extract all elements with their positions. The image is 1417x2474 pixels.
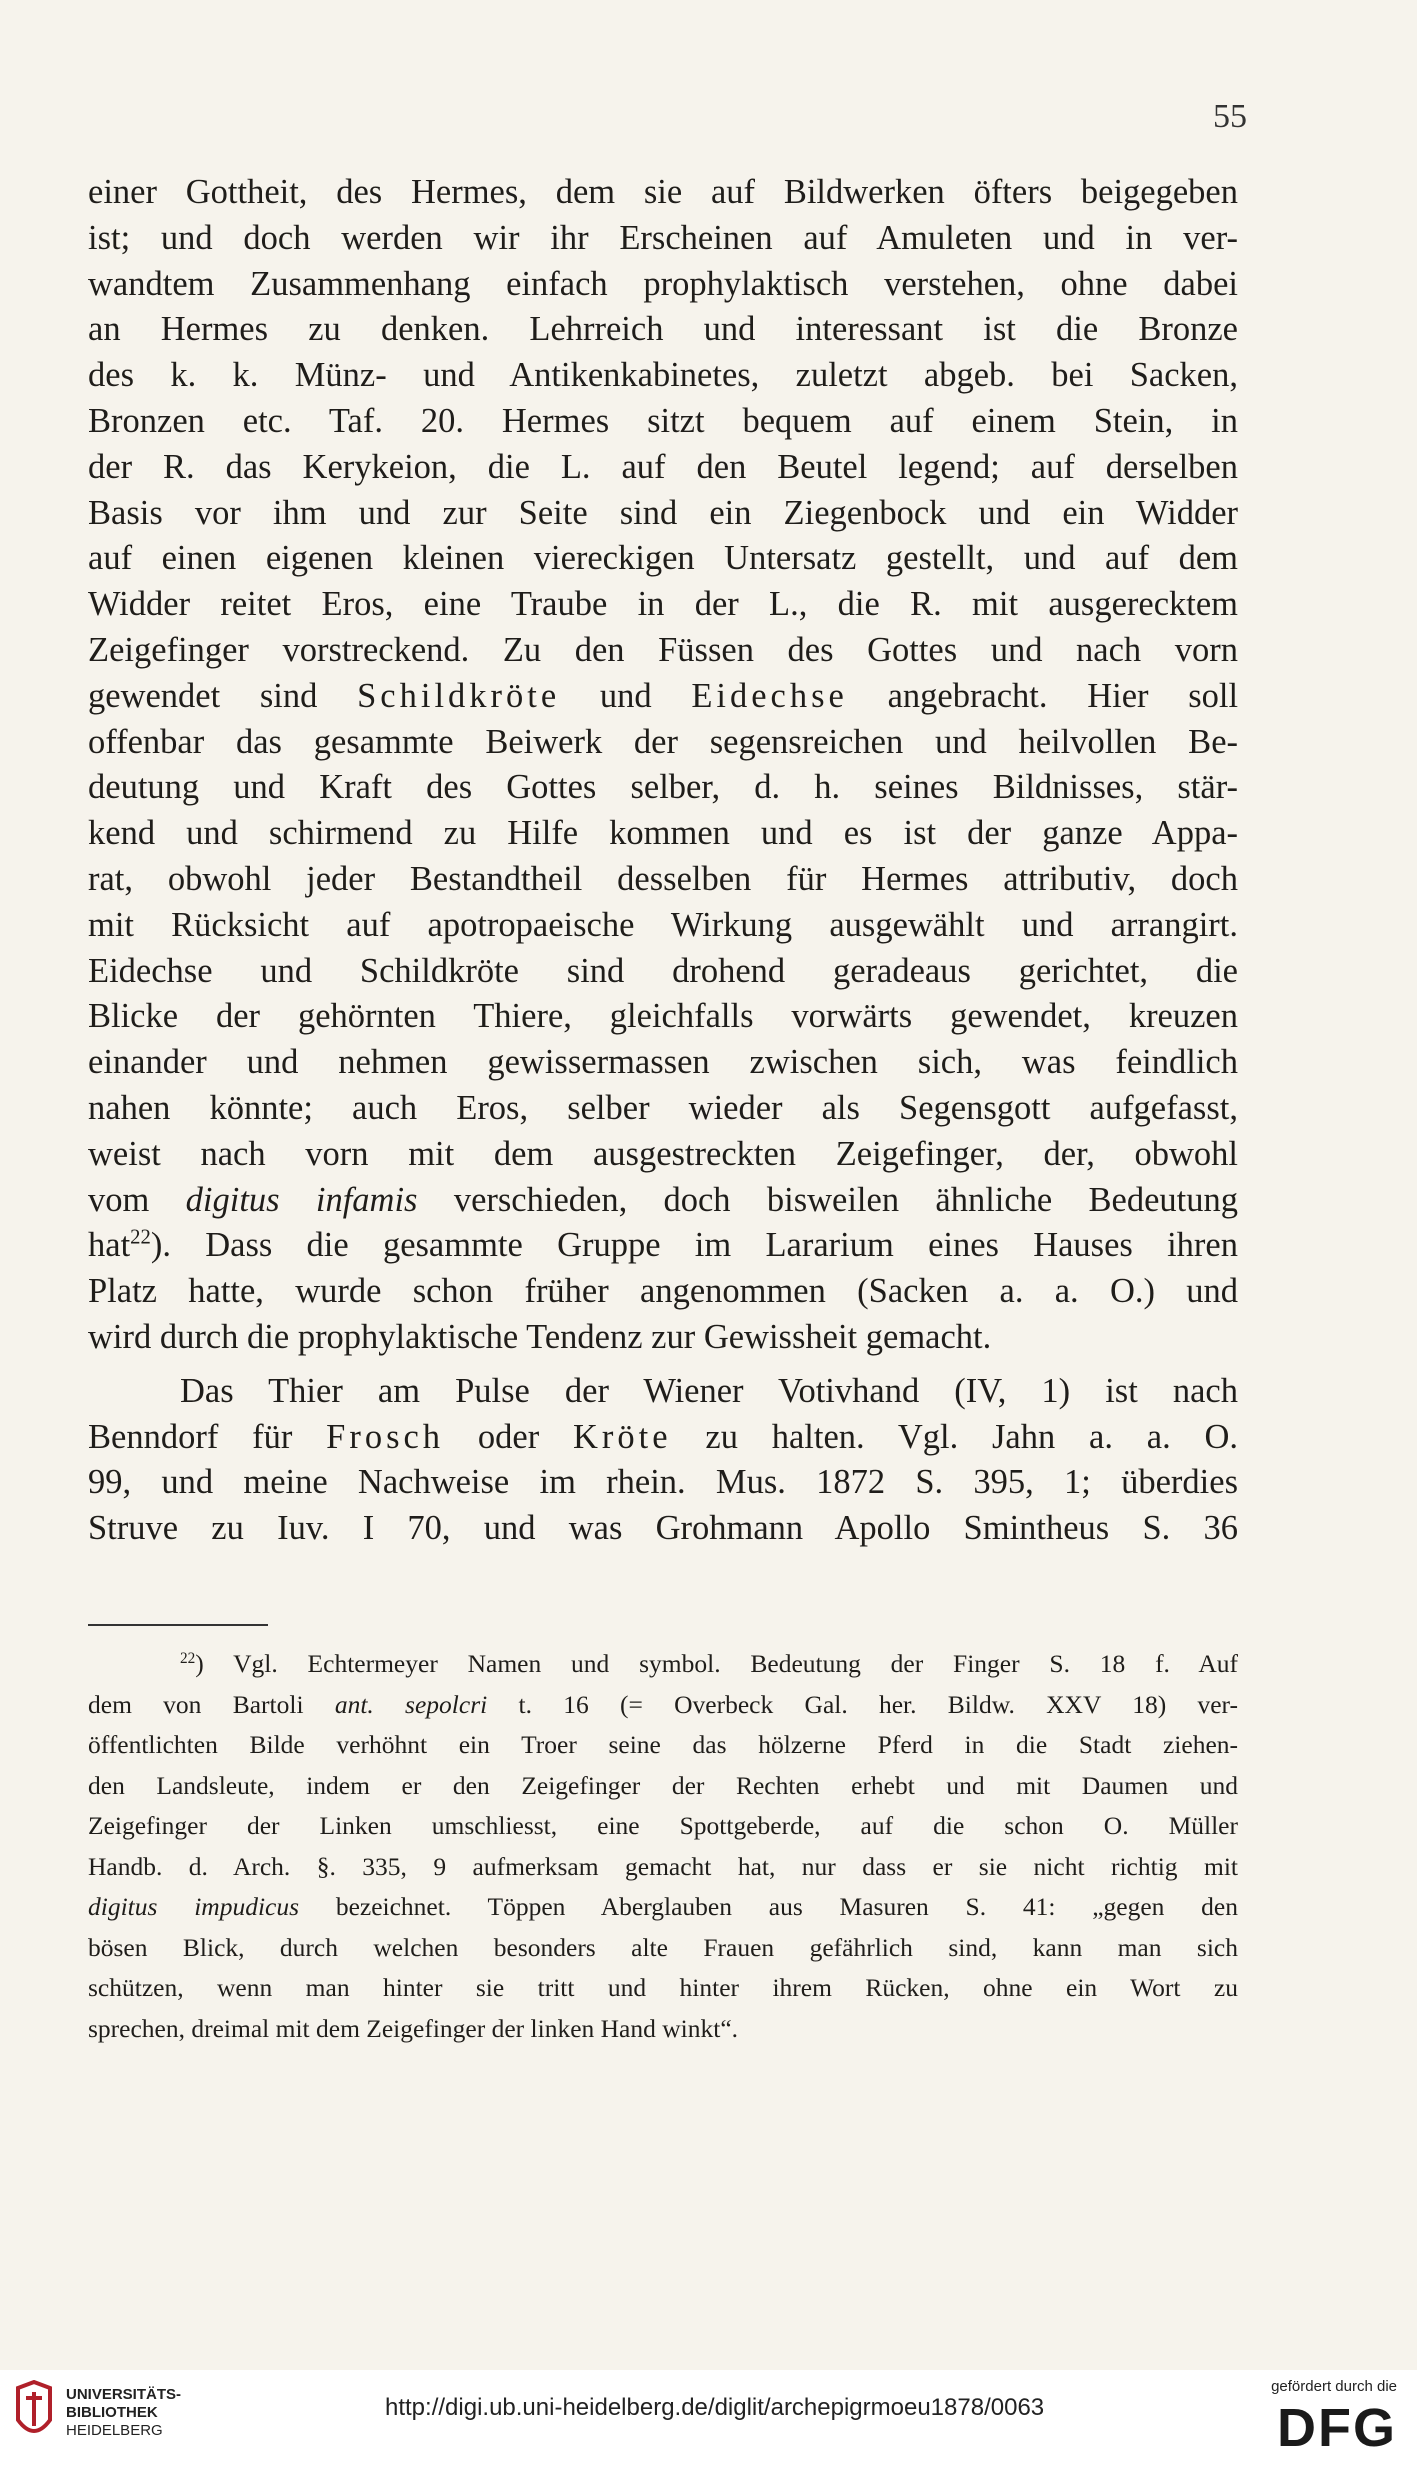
footnote-line: sprechen, dreimal mit dem Zeigefinger der linken Hand winkt“. (88, 2013, 739, 2043)
italic-term: ant. sepolcri (334, 1689, 488, 1719)
main-text (88, 170, 1238, 1552)
footnote-line: Zeigefinger der Linken umschliesst, eine Spottgeberde, auf die schon O. Müller (88, 1811, 1238, 1840)
footnote-line: schützen, wenn man hinter sie tritt und hinter ihrem Rücken, ohne ein Wort zu (88, 1973, 1238, 2002)
text-line: Blicke der gehörnten Thiere, gleichfalls vorwärts gewendet, kreuzen (88, 997, 1238, 1036)
text-line: der R. das Kerykeion, die L. auf den Beutel legend; auf derselben (88, 447, 1238, 486)
footnote-line: bösen Blick, durch welchen besonders alte Frauen gefährlich sind, kann man sich (88, 1932, 1238, 1962)
footnote-divider (88, 1624, 268, 1626)
footnote-reference[interactable]: 22 (130, 1226, 151, 1249)
text-line: wandtem Zusammenhang einfach prophylaktisch verstehen, ohne dabei (88, 264, 1238, 303)
funded-by-label: gefördert durch die (1271, 2378, 1397, 2395)
text-line: Widder reitet Eros, eine Traube in der L., die R. mit ausgerecktem (88, 585, 1238, 624)
text-line: Das Thier am Pulse der Wiener Votivhand (IV, 1) ist nach (180, 1371, 1238, 1410)
footnote-line (88, 1887, 1238, 1928)
text-line: offenbar das gesammte Beiwerk der segensreichen und heilvollen Be- (88, 722, 1238, 761)
text-run: und (599, 676, 652, 715)
text-line: an Hermes zu denken. Lehrreich und interessant ist die Bronze (88, 310, 1238, 349)
text-line (88, 1223, 1238, 1269)
text-run: oder (477, 1417, 540, 1456)
institution-name (66, 2386, 181, 2440)
text-line (88, 1178, 1238, 1224)
text-run: bezeichnet. Töppen Aberglauben aus Masuren S. 41: „gegen den (335, 1892, 1239, 1921)
text-line: weist nach vorn mit dem ausgestreckten Zeigefinger, der, obwohl (88, 1134, 1238, 1173)
text-line: Basis vor ihm und zur Seite sind ein Ziegenbock und ein Widder (88, 493, 1238, 532)
text-run: ) Vgl. Echtermeyer Namen und symbol. Bedeutung der Finger S. 18 f. Auf (195, 1649, 1238, 1678)
text-line: ist; und doch werden wir ihr Erscheinen auf Amuleten und in ver- (88, 218, 1238, 257)
footnote-22 (88, 1644, 1238, 2049)
permalink-url[interactable]: http://digi.ub.uni-heidelberg.de/diglit/archepigrmoeu1878/0063 (385, 2394, 1045, 2421)
paragraph-1 (88, 170, 1238, 1361)
footnote-line: öffentlichten Bilde verhöhnt ein Troer seine das hölzerne Pferd in die Stadt ziehen- (88, 1730, 1238, 1759)
institution-line: UNIVERSITÄTS- (66, 2386, 182, 2403)
paragraph-2 (88, 1369, 1238, 1552)
text-line (88, 674, 1238, 720)
spaced-term: Eidechse (691, 676, 848, 715)
institution-line: HEIDELBERG (66, 2422, 163, 2439)
footnote-line (88, 1685, 1238, 1726)
italic-term: digitus impudicus (88, 1892, 300, 1921)
spaced-term: Kröte (573, 1417, 672, 1456)
italic-term: digitus infamis (185, 1180, 418, 1219)
text-line: kend und schirmend zu Hilfe kommen und es ist der ganze Appa- (88, 814, 1238, 853)
footnote-line (88, 1644, 1238, 1685)
text-line: mit Rücksicht auf apotropaeische Wirkung ausgewählt und arrangirt. (88, 905, 1238, 944)
text-run: ). Dass die gesammte Gruppe im Lararium eines Hauses ihren (150, 1226, 1238, 1265)
institution-line: BIBLIOTHEK (66, 2404, 158, 2421)
text-run: t. 16 (= Overbeck Gal. her. Bildw. XXV 18) ver- (518, 1689, 1239, 1719)
page-number: 55 (1213, 98, 1247, 135)
text-line: auf einen eigenen kleinen viereckigen Untersatz gestellt, und auf dem (88, 539, 1238, 578)
text-line: Struve zu Iuv. I 70, und was Grohmann Apollo Smintheus S. 36 (88, 1509, 1238, 1548)
footnote-line: den Landsleute, indem er den Zeigefinger der Rechten erhebt und mit Daumen und (88, 1770, 1238, 1800)
text-line (88, 1415, 1238, 1461)
text-run: vom (88, 1180, 150, 1219)
text-line: einer Gottheit, des Hermes, dem sie auf Bildwerken öfters beigegeben (88, 173, 1238, 211)
text-line: Eidechse und Schildkröte sind drohend geradeaus gerichtet, die (88, 951, 1238, 990)
text-line: Zeigefinger vorstreckend. Zu den Füssen des Gottes und nach vorn (88, 630, 1238, 669)
footnote-line: Handb. d. Arch. §. 335, 9 aufmerksam gemacht hat, nur dass er sie nicht richtig mit (88, 1851, 1238, 1881)
text-run: zu halten. Vgl. Jahn a. a. O. (705, 1417, 1239, 1456)
text-run: dem von Bartoli (88, 1689, 304, 1719)
text-line: Bronzen etc. Taf. 20. Hermes sitzt bequem auf einem Stein, in (88, 401, 1238, 440)
footnote-marker: 22 (180, 1649, 196, 1667)
text-line: wird durch die prophylaktische Tendenz zur Gewissheit gemacht. (88, 1317, 992, 1356)
text-run: hat (88, 1226, 131, 1265)
text-line: 99, und meine Nachweise im rhein. Mus. 1872 S. 395, 1; überdies (88, 1463, 1238, 1502)
text-line: des k. k. Münz- und Antikenkabinetes, zuletzt abgeb. bei Sacken, (88, 356, 1238, 395)
text-run: verschieden, doch bisweilen ähnliche Bedeutung (453, 1180, 1239, 1219)
text-line: einander und nehmen gewissermassen zwischen sich, was feindlich (88, 1043, 1238, 1082)
text-line: deutung und Kraft des Gottes selber, d. h. seines Bildnisses, stär- (88, 768, 1238, 807)
library-logo-icon (12, 2380, 56, 2446)
dfg-logo: DFG (1277, 2398, 1397, 2458)
text-line: rat, obwohl jeder Bestandtheil desselben für Hermes attributiv, doch (88, 859, 1238, 898)
text-run: gewendet sind (88, 676, 318, 715)
text-run: Benndorf für (88, 1417, 293, 1456)
spaced-term: Schildkröte (357, 676, 561, 715)
digitization-footer (0, 2370, 1417, 2474)
text-line: Platz hatte, wurde schon früher angenommen (Sacken a. a. O.) und (88, 1272, 1238, 1311)
text-line: nahen könnte; auch Eros, selber wieder als Segensgott aufgefasst, (88, 1088, 1238, 1127)
spaced-term: Frosch (326, 1417, 445, 1456)
text-run: angebracht. Hier soll (887, 676, 1239, 715)
